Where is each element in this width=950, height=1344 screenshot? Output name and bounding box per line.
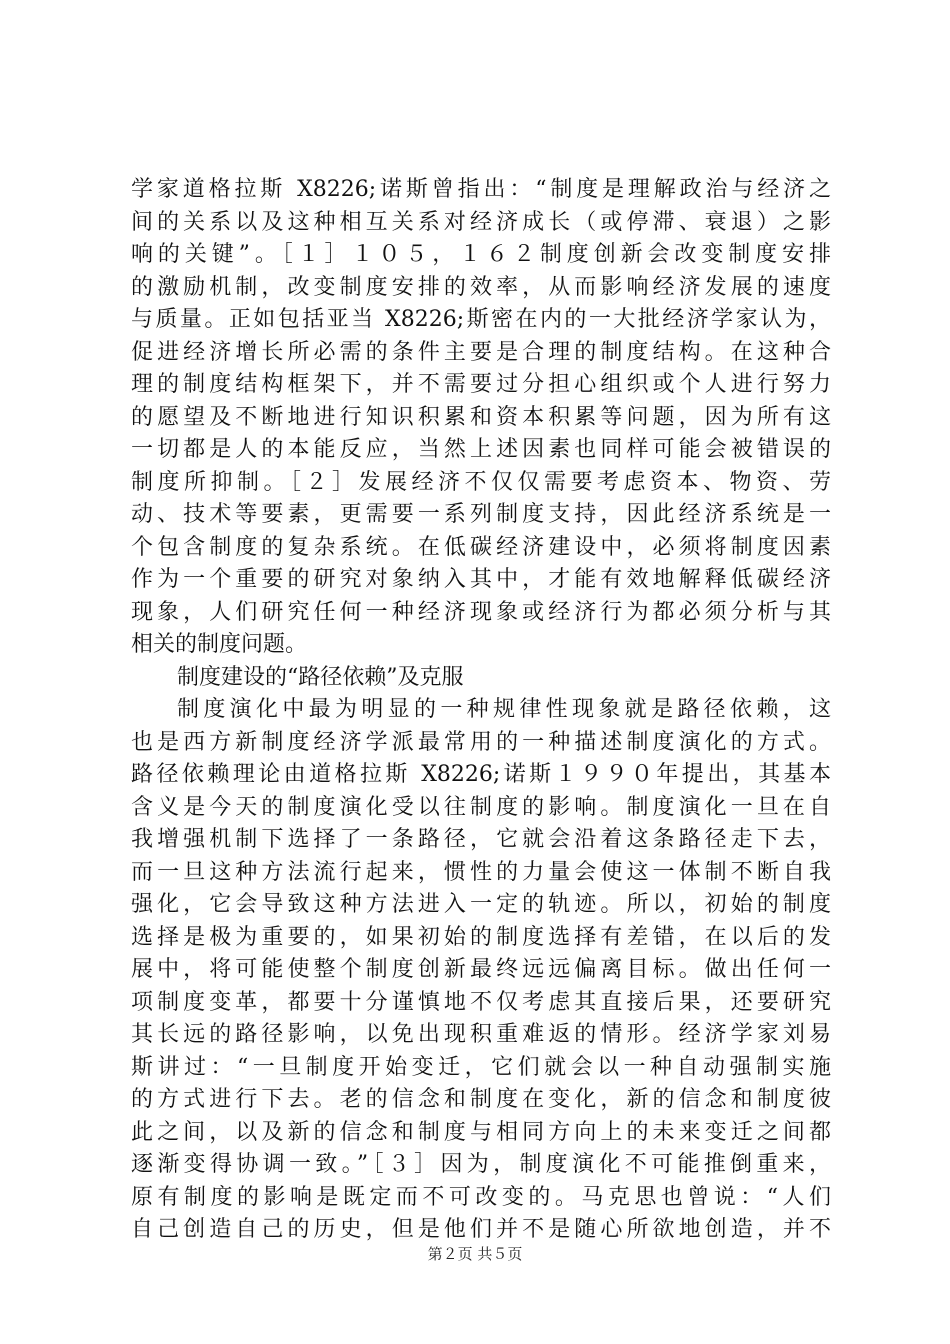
text-line: 而一旦这种方法流行起来，惯性的力量会使这一体制不断自我	[131, 859, 831, 885]
text-line: 制度演化中最为明显的一种规律性现象就是路径依赖，这	[177, 697, 831, 722]
text-line: 理的制度结构框架下，并不需要过分担心组织或个人进行努力	[131, 372, 831, 397]
text-line: 作为一个重要的研究对象纳入其中，才能有效地解释低碳经济	[131, 567, 831, 592]
text-line: 也是西方新制度经济学派最常用的一种描述制度演化的方式。	[131, 729, 831, 755]
text-line: 动、技术等要素，更需要一系列制度支持，因此经济系统是一	[131, 502, 831, 527]
body-text	[131, 174, 831, 1247]
text-line: 逐渐变得协调一致。”［３］因为，制度演化不可能推倒重来，	[131, 1152, 831, 1177]
text-line: 展中，将可能使整个制度创新最终远远偏离目标。做出任何一	[131, 957, 831, 982]
text-line: 个包含制度的复杂系统。在低碳经济建设中，必须将制度因素	[131, 534, 831, 560]
text-line: 项制度变革，都要十分谨慎地不仅考虑其直接后果，还要研究	[131, 989, 831, 1015]
text-line: 学家道格拉斯 X8226;诺斯曾指出：“制度是理解政治与经济之	[131, 177, 831, 202]
text-line: 其长远的路径影响，以免出现积重难返的情形。经济学家刘易	[131, 1022, 831, 1047]
text-line: 我增强机制下选择了一条路径，它就会沿着这条路径走下去，	[131, 827, 831, 852]
text-line: 强化，它会导致这种方法进入一定的轨迹。所以，初始的制度	[131, 892, 831, 917]
text-line: 促进经济增长所必需的条件主要是合理的制度结构。在这种合	[131, 339, 831, 365]
page-footer: 第２页 共５页	[427, 1245, 523, 1263]
text-line: 的方式进行下去。老的信念和制度在变化，新的信念和制度彼	[131, 1087, 831, 1112]
text-line: 间的关系以及这种相互关系对经济成长（或停滞、衰退）之影	[131, 209, 831, 235]
text-line: 响的关键”。［１］１０５，１６２制度创新会改变制度安排	[131, 242, 831, 267]
text-line: 原有制度的影响是既定而不可改变的。马克思也曾说：“人们	[131, 1184, 831, 1210]
text-line: 选择是极为重要的，如果初始的制度选择有差错，在以后的发	[131, 924, 831, 950]
text-line: 相关的制度问题。	[131, 632, 308, 657]
section-heading: 制度建设的“路径依赖”及克服	[177, 664, 464, 690]
text-line: 含义是今天的制度演化受以往制度的影响。制度演化一旦在自	[131, 794, 831, 820]
text-line: 此之间，以及新的信念和制度与相同方向上的未来变迁之间都	[131, 1119, 831, 1145]
text-line: 制度所抑制。［２］发展经济不仅仅需要考虑资本、物资、劳	[131, 469, 831, 495]
text-line: 斯讲过：“一旦制度开始变迁，它们就会以一种自动强制实施	[131, 1054, 831, 1080]
text-line: 现象，人们研究任何一种经济现象或经济行为都必须分析与其	[131, 599, 831, 625]
text-line: 路径依赖理论由道格拉斯 X8226;诺斯１９９０年提出，其基本	[131, 762, 831, 787]
text-line: 的愿望及不断地进行知识积累和资本积累等问题，因为所有这	[131, 404, 831, 430]
text-line: 的激励机制，改变制度安排的效率，从而影响经济发展的速度	[131, 274, 831, 300]
text-line: 与质量。正如包括亚当 X8226;斯密在内的一大批经济学家认为，	[131, 307, 831, 332]
text-line: 一切都是人的本能反应，当然上述因素也同样可能会被错误的	[131, 437, 831, 462]
text-line: 自己创造自己的历史，但是他们并不是随心所欲地创造，并不	[131, 1217, 831, 1242]
